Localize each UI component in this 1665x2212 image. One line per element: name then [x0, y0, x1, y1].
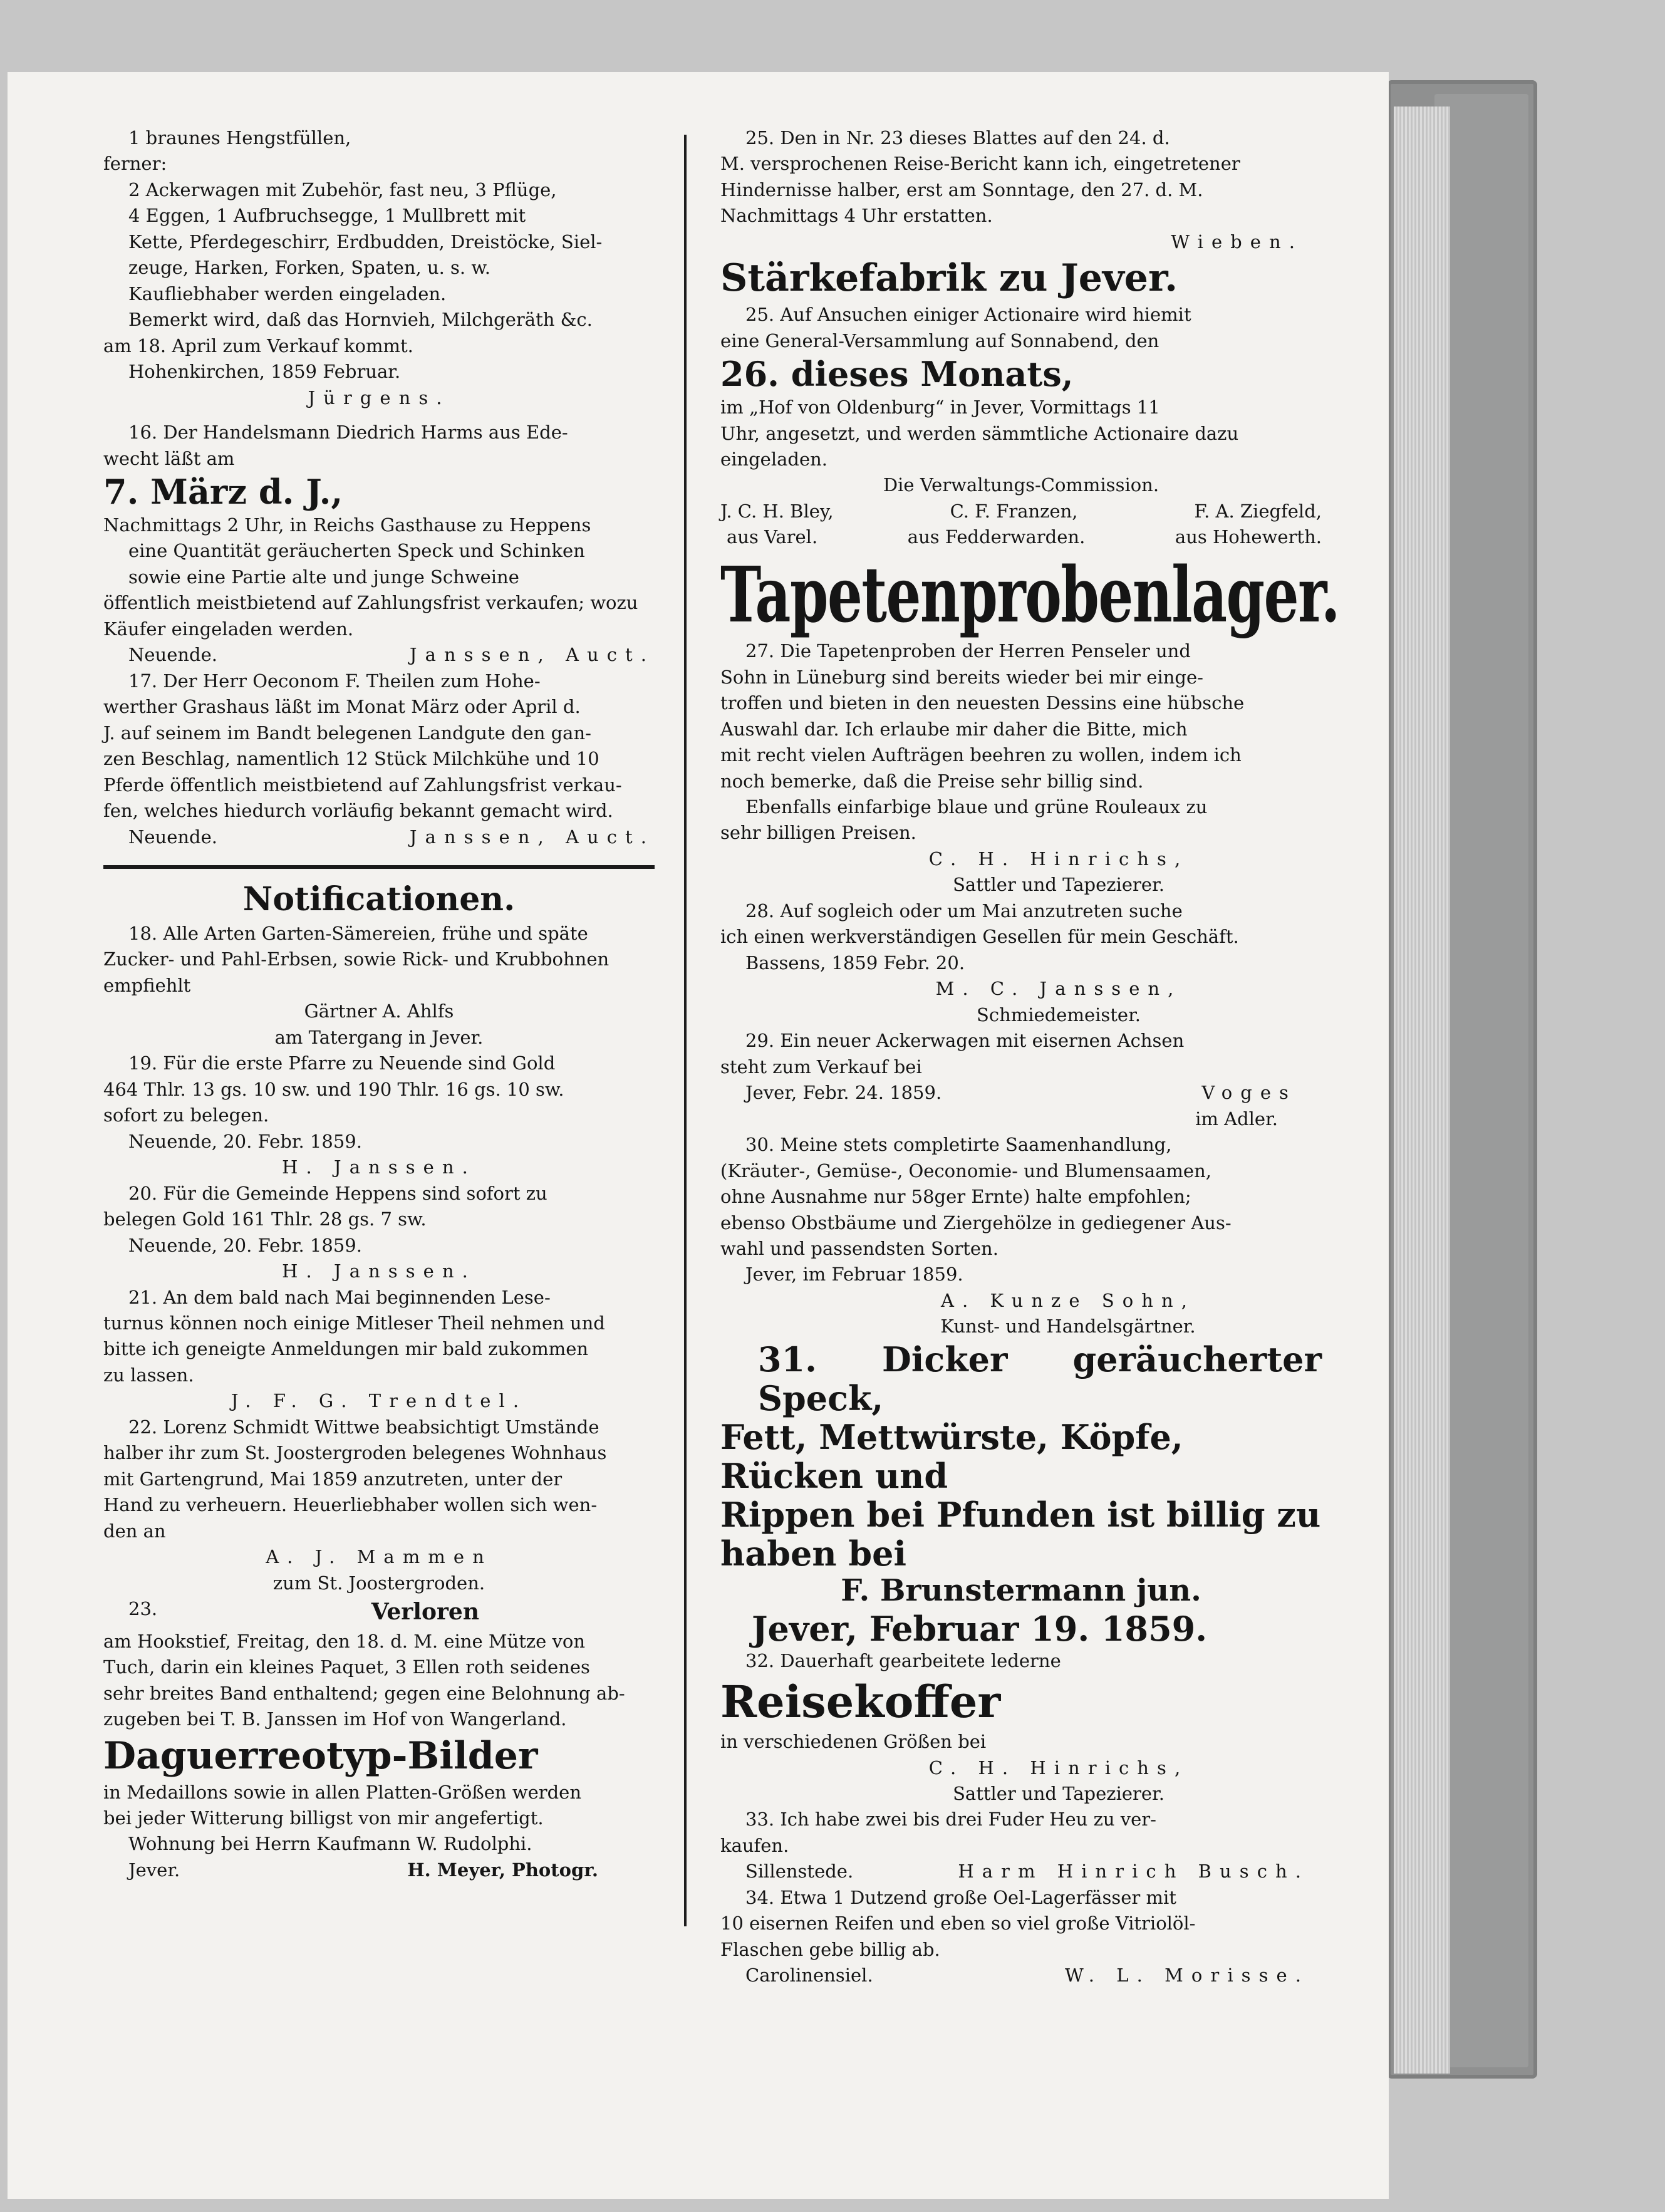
- ad-29: [720, 1028, 1322, 1132]
- text-line: Tuch, darin ein kleines Paquet, 3 Ellen roth seidenes: [103, 1656, 590, 1678]
- signatory-name: F. A. Ziegfeld,: [1194, 500, 1322, 522]
- text-line: 22. Lorenz Schmidt Wittwe beabsichtigt Umstände: [128, 1416, 599, 1438]
- signature: A. J. Mammen: [266, 1546, 492, 1568]
- text-line: sehr billigen Preisen.: [720, 822, 916, 844]
- ad-20: [103, 1181, 655, 1285]
- signature: Voges: [1201, 1082, 1297, 1104]
- text-line: ferner:: [103, 153, 167, 175]
- signature: Janssen, Auct.: [409, 826, 655, 848]
- ad-title: Verloren: [371, 1599, 479, 1626]
- text-line: Uhr, angesetzt, und werden sämmtliche Actionaire dazu: [720, 422, 1239, 444]
- signature-place: zum St. Joostergroden.: [272, 1572, 485, 1594]
- text-line: 20. Für die Gemeinde Heppens sind sofort zu: [128, 1182, 547, 1204]
- text-line: am 18. April zum Verkauf kommt.: [103, 335, 413, 356]
- ad-18: [103, 921, 655, 1051]
- ad-34: [720, 1885, 1322, 1989]
- text-line: zugeben bei T. B. Janssen im Hof von Wangerland.: [103, 1708, 567, 1730]
- place-date: Jever, Febr. 24. 1859.: [745, 1082, 942, 1104]
- signature: C. H. Hinrichs,: [928, 848, 1189, 870]
- text-line: im „Hof von Oldenburg“ in Jever, Vormittags 11: [720, 397, 1160, 418]
- ad-title: Stärkefabrik zu Jever.: [720, 256, 1178, 301]
- text-line: 2 Ackerwagen mit Zubehör, fast neu, 3 Pflüge,: [128, 179, 557, 200]
- ad-31: [720, 1340, 1322, 1648]
- text-line: 21. An dem bald nach Mai beginnenden Lese-: [128, 1286, 551, 1308]
- signature: Janssen, Auct.: [409, 644, 655, 666]
- text-line: Rippen bei Pfunden ist billig zu: [720, 1495, 1321, 1535]
- text-line: 29. Ein neuer Ackerwagen mit eisernen Achsen: [745, 1030, 1185, 1052]
- ad-date-heading: 7. März d. J.,: [103, 472, 343, 512]
- place: Neuende.: [128, 644, 217, 666]
- text-line: in verschiedenen Größen bei: [720, 1731, 987, 1753]
- text-line: Bassens, 1859 Febr. 20.: [745, 952, 965, 974]
- text-line: 27. Die Tapetenproben der Herren Penseler und: [745, 640, 1191, 662]
- text-line: Neuende, 20. Febr. 1859.: [128, 1234, 362, 1256]
- signature-trade: Sattler und Tapezierer.: [953, 874, 1164, 896]
- signature: H. Meyer, Photogr.: [407, 1859, 598, 1881]
- place: Carolinensiel.: [745, 1965, 873, 1986]
- text-line: eine General-Versammlung auf Sonnabend, den: [720, 330, 1159, 351]
- signature: Gärtner A. Ahlfs: [304, 1000, 454, 1022]
- text-line: Nachmittags 2 Uhr, in Reichs Gasthause zu Heppens: [103, 514, 591, 536]
- section-title: Notificationen.: [242, 880, 516, 918]
- text-line: Käufer eingeladen werden.: [103, 618, 354, 640]
- text-line: 19. Für die erste Pfarre zu Neuende sind Gold: [128, 1052, 556, 1074]
- text-line: Wohnung bei Herrn Kaufmann W. Rudolphi.: [128, 1833, 532, 1855]
- signature: Jürgens.: [308, 387, 450, 408]
- text-line: haben bei: [720, 1534, 907, 1574]
- text-line: mit recht vielen Aufträgen beehren zu wollen, indem ich: [720, 744, 1242, 766]
- text-line: den an: [103, 1520, 166, 1542]
- text-line: Sohn in Lüneburg sind bereits wieder bei mir einge-: [720, 666, 1203, 688]
- text-line: M. versprochenen Reise-Bericht kann ich, eingetretener: [720, 153, 1240, 175]
- text-line: werther Grashaus läßt im Monat März oder April d.: [103, 696, 581, 718]
- text-line: wahl und passendsten Sorten.: [720, 1237, 998, 1259]
- text-line: Kaufliebhaber werden eingeladen.: [128, 283, 447, 304]
- signature-place: im Adler.: [1195, 1108, 1278, 1129]
- place: Neuende.: [128, 826, 217, 848]
- text-line: 10 eisernen Reifen und eben so viel große Vitriolöl-: [720, 1913, 1196, 1934]
- text-line: in Medaillons sowie in allen Platten-Größen werden: [103, 1781, 582, 1803]
- text-line: ebenso Obstbäume und Ziergehölze in gediegener Aus-: [720, 1212, 1232, 1233]
- text-line: noch bemerke, daß die Preise sehr billig sind.: [720, 770, 1144, 792]
- section-rule: [103, 865, 655, 869]
- text-line: sofort zu belegen.: [103, 1104, 269, 1126]
- signature: H. Janssen.: [282, 1156, 476, 1178]
- text-line: eingeladen.: [720, 449, 828, 470]
- text-line: 464 Thlr. 13 gs. 10 sw. und 190 Thlr. 16 gs. 10 sw.: [103, 1078, 564, 1100]
- signatories: [720, 499, 1322, 524]
- ad-21: [103, 1285, 655, 1415]
- text-line: sehr breites Band enthaltend; gegen eine Belohnung ab-: [103, 1682, 625, 1704]
- text-line: zeuge, Harken, Forken, Spaten, u. s. w.: [128, 257, 490, 279]
- text-line: turnus können noch einige Mitleser Theil nehmen und: [103, 1312, 605, 1334]
- ad-30: [720, 1132, 1322, 1340]
- signatory-place: aus Fedderwarden.: [907, 526, 1086, 548]
- signatory-name: C. F. Franzen,: [950, 500, 1078, 522]
- signatory-name: J. C. H. Bley,: [720, 500, 834, 522]
- ad-19: [103, 1051, 655, 1180]
- signature: A. Kunze Sohn,: [940, 1289, 1196, 1311]
- text-line: sowie eine Partie alte und junge Schweine: [128, 566, 519, 588]
- signature-trade: Kunst- und Handelsgärtner.: [940, 1316, 1196, 1337]
- text-line: zu lassen.: [103, 1364, 194, 1386]
- signature-trade: Schmiedemeister.: [977, 1004, 1141, 1026]
- text-line: öffentlich meistbietend auf Zahlungsfrist verkaufen; wozu: [103, 592, 638, 614]
- text-line: Hohenkirchen, 1859 Februar.: [128, 361, 401, 383]
- text-line: mit Gartengrund, Mai 1859 anzutreten, unter der: [103, 1468, 563, 1490]
- book-page-edges: [1394, 106, 1450, 2074]
- column-divider: [684, 135, 687, 1926]
- place: Sillenstede.: [745, 1861, 854, 1882]
- text-line: am Hookstief, Freitag, den 18. d. M. eine Mütze von: [103, 1630, 586, 1652]
- ad-16: [103, 420, 655, 668]
- text-line: Hindernisse halber, erst am Sonntage, den 27. d. M.: [720, 179, 1203, 200]
- ad-title: Reisekoffer: [720, 1675, 1001, 1728]
- text-line: 25. Auf Ansuchen einiger Actionaire wird hiemit: [745, 304, 1191, 326]
- text-line: Jever, im Februar 1859.: [745, 1264, 963, 1285]
- signature: H. Janssen.: [282, 1260, 476, 1282]
- ad-title: Tapetenprobenlager.: [720, 549, 1339, 640]
- signature: F. Brunstermann jun.: [841, 1573, 1201, 1609]
- text-line: Kette, Pferdegeschirr, Erdbudden, Dreistöcke, Siel-: [128, 231, 603, 252]
- place: Jever.: [128, 1859, 180, 1881]
- text-line: 4 Eggen, 1 Aufbruchsegge, 1 Mullbrett mit: [128, 205, 526, 227]
- text-line: 31. Dicker geräucherter Speck,: [758, 1339, 1322, 1418]
- text-line: wecht läßt am: [103, 447, 235, 469]
- signature: Wieben.: [1171, 231, 1303, 252]
- ad-date-heading: 26. dieses Monats,: [720, 354, 1074, 395]
- text-line: ohne Ausnahme nur 58ger Ernte) halte empfohlen;: [720, 1186, 1191, 1208]
- ad-22: [103, 1415, 655, 1596]
- text-line: Flaschen gebe billig ab.: [720, 1938, 940, 1960]
- place-date: Jever, Februar 19. 1859.: [752, 1609, 1208, 1649]
- text-line: Nachmittags 4 Uhr erstatten.: [720, 205, 993, 227]
- text-line: 18. Alle Arten Garten-Sämereien, frühe und späte: [128, 922, 588, 944]
- text-line: halber ihr zum St. Joostergroden belegenes Wohnhaus: [103, 1442, 607, 1464]
- text-line: belegen Gold 161 Thlr. 28 gs. 7 sw.: [103, 1208, 427, 1230]
- right-column: [720, 125, 1339, 1989]
- ad-number: 23.: [128, 1598, 158, 1620]
- ad-25-reisebericht: [720, 125, 1322, 255]
- text-line: 25. Den in Nr. 23 dieses Blattes auf den 24. d.: [745, 127, 1170, 148]
- signature-header: Die Verwaltungs-Commission.: [883, 474, 1159, 496]
- text-line: ich einen werkverständigen Gesellen für mein Geschäft.: [720, 926, 1239, 948]
- text-line: Auswahl dar. Ich erlaube mir daher die Bitte, mich: [720, 718, 1188, 740]
- text-line: (Kräuter-, Gemüse-, Oeconomie- und Blumensaamen,: [720, 1160, 1211, 1181]
- ad-25-staerkefabrik: [720, 255, 1322, 551]
- text-line: eine Quantität geräucherten Speck und Schinken: [128, 540, 585, 562]
- text-line: Pferde öffentlich meistbietend auf Zahlungsfrist verkau-: [103, 774, 622, 796]
- left-column: [103, 125, 655, 1883]
- signature: J. F. G. Trendtel.: [231, 1390, 527, 1412]
- text-line: Hand zu verheuern. Heuerliebhaber wollen sich wen-: [103, 1494, 598, 1516]
- signatory-place: aus Varel.: [727, 526, 818, 548]
- text-line: Zucker- und Pahl-Erbsen, sowie Rick- und Krubbohnen: [103, 948, 609, 970]
- ad-23: [103, 1596, 655, 1732]
- signature: M. C. Janssen,: [935, 978, 1182, 1000]
- text-line: 34. Etwa 1 Dutzend große Oel-Lagerfässer mit: [745, 1886, 1176, 1908]
- text-line: 33. Ich habe zwei bis drei Fuder Heu zu ver-: [745, 1809, 1156, 1830]
- ad-17: [103, 668, 655, 850]
- text-line: J. auf seinem im Bandt belegenen Landgute den gan-: [103, 722, 591, 744]
- ad-28: [720, 898, 1322, 1028]
- signature: W. L. Morisse.: [1064, 1965, 1309, 1986]
- text-line: 16. Der Handelsmann Diedrich Harms aus Ede-: [128, 422, 568, 444]
- text-line: fen, welches hiedurch vorläufig bekannt gemacht wird.: [103, 800, 613, 822]
- text-line: steht zum Verkauf bei: [720, 1056, 922, 1077]
- text-line: troffen und bieten in den neuesten Dessins eine hübsche: [720, 692, 1245, 714]
- signature: C. H. Hinrichs,: [928, 1757, 1189, 1778]
- text-line: zen Beschlag, namentlich 12 Stück Milchkühe und 10: [103, 748, 599, 770]
- ad-daguerreotyp: [103, 1733, 655, 1884]
- signatory-place: aus Hohewerth.: [1175, 526, 1322, 548]
- text-line: Bemerkt wird, daß das Hornvieh, Milchgeräth &c.: [128, 309, 593, 331]
- text-line: bitte ich geneigte Anmeldungen mir bald zukommen: [103, 1338, 589, 1360]
- signature: Harm Hinrich Busch.: [958, 1861, 1309, 1882]
- text-line: 28. Auf sogleich oder um Mai anzutreten suche: [745, 900, 1183, 922]
- text-line: 1 braunes Hengstfüllen,: [128, 127, 351, 148]
- text-line: bei jeder Witterung billigst von mir angefertigt.: [103, 1807, 544, 1829]
- ad-27-tapeten: [720, 549, 1339, 898]
- ad-title: Daguerreotyp-Bilder: [103, 1733, 538, 1778]
- text-line: Ebenfalls einfarbige blaue und grüne Rouleaux zu: [745, 796, 1208, 818]
- ad-32: [720, 1648, 1322, 1807]
- text-line: 17. Der Herr Oeconom F. Theilen zum Hohe-: [128, 670, 541, 692]
- signature-place: am Tatergang in Jever.: [274, 1026, 484, 1048]
- ad-33: [720, 1807, 1322, 1884]
- ad-15: [103, 125, 655, 411]
- signatory-places: [720, 524, 1322, 550]
- text-line: Fett, Mettwürste, Köpfe, Rücken und: [720, 1417, 1183, 1497]
- text-line: Neuende, 20. Febr. 1859.: [128, 1130, 362, 1152]
- text-line: 32. Dauerhaft gearbeitete lederne: [745, 1650, 1061, 1672]
- signature-trade: Sattler und Tapezierer.: [953, 1783, 1164, 1804]
- text-line: 30. Meine stets completirte Saamenhandlung,: [745, 1134, 1172, 1156]
- text-line: empfiehlt: [103, 974, 191, 996]
- text-line: kaufen.: [720, 1834, 789, 1856]
